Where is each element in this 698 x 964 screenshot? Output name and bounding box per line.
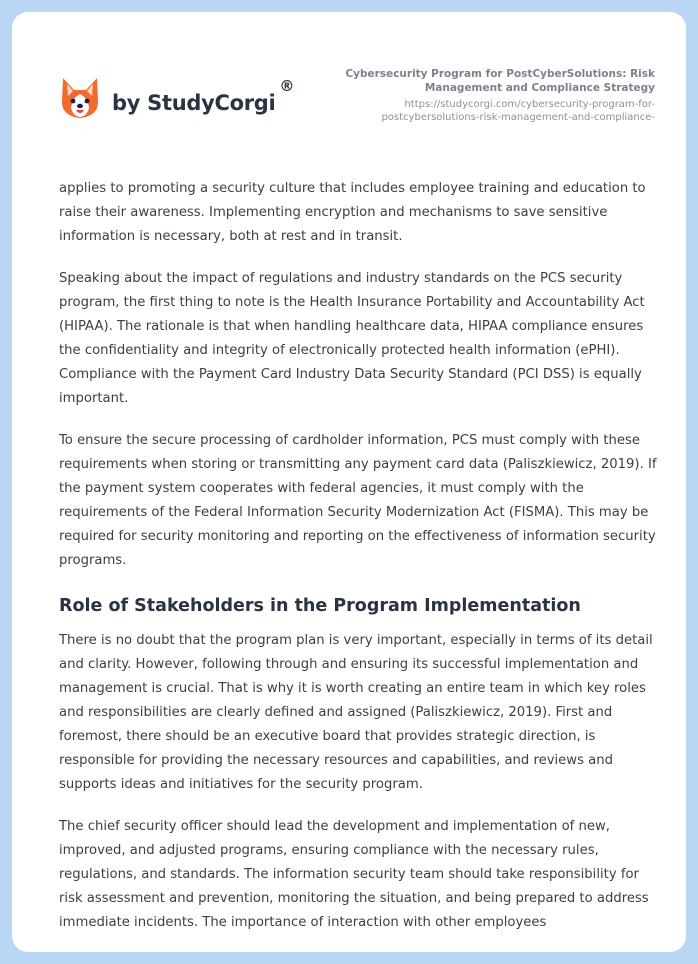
section-heading: Role of Stakeholders in the Program Implementation xyxy=(59,596,581,616)
document-meta xyxy=(325,67,655,124)
paragraph: To ensure the secure processing of cardholder information, PCS must comply with these requirements when storing or transmitting any payment card data (Paliszkiewicz, 2019). If the payment system cooperates with federal agencies, it must comply with the requirements of the Federal Information Security Modernization Act (FISMA). This may be required for security monitoring and reporting on the effectiveness of information security programs. xyxy=(59,433,657,568)
document-page xyxy=(12,12,686,952)
page-header xyxy=(12,12,686,162)
brand-name: by StudyCorgi xyxy=(112,91,276,115)
registered-mark: ® xyxy=(279,77,295,95)
document-url[interactable]: https://studycorgi.com/cybersecurity-program-for-postcybersolutions-risk-management-and-compliance- xyxy=(381,99,655,123)
studycorgi-logo[interactable] xyxy=(60,76,294,120)
document-title: Cybersecurity Program for PostCyberSolutions: Risk Management and Compliance Strategy xyxy=(345,68,655,94)
paragraph: Speaking about the impact of regulations and industry standards on the PCS security program, the first thing to note is the Health Insurance Portability and Accountability Act (HIPAA). The rationale is that when handling healthcare data, HIPAA compliance ensures the confidentiality and integrity of electronically protected health information (ePHI). Compliance with the Payment Card Industry Data Security Standard (PCI DSS) is equally important. xyxy=(59,271,645,406)
paragraph: There is no doubt that the program plan is very important, especially in terms of its detail and clarity. However, following through and ensuring its successful implementation and management is crucial. That is why it is worth creating an entire team in which key roles and responsibilities are clearly defined and assigned (Paliszkiewicz, 2019). First and foremost, there should be an executive board that provides strategic direction, is responsible for providing the necessary resources and capabilities, and reviews and supports ideas and initiatives for the security program. xyxy=(59,633,653,792)
paragraph: The chief security officer should lead the development and implementation of new, improved, and adjusted programs, ensuring compliance with the necessary rules, regulations, and standards. The information security team should take responsibility for risk assessment and prevention, monitoring the situation, and being prepared to address immediate incidents. The importance of interaction with other employees xyxy=(59,819,649,930)
article-body xyxy=(59,177,659,952)
paragraph: applies to promoting a security culture that includes employee training and education to raise their awareness. Implementing encryption and mechanisms to save sensitive information is necessary, both at rest and in transit. xyxy=(59,181,646,244)
corgi-icon xyxy=(60,76,100,120)
